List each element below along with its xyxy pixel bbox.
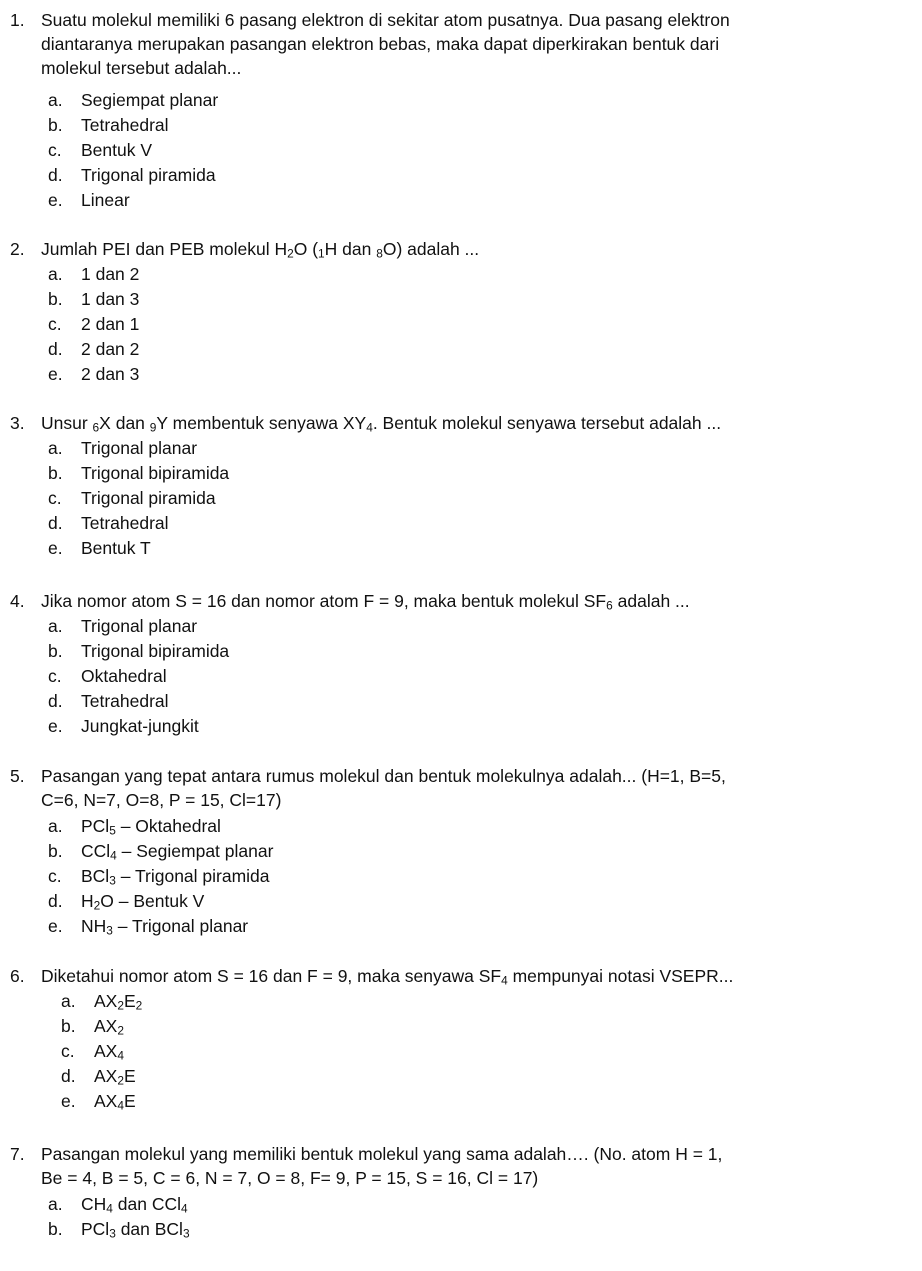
question-text: Jumlah PEI dan PEB molekul $H_2O$ ($_1H$ dan $_8$O) adalah ... xyxy=(41,239,480,261)
option-c[interactable]: c. Bentuk V xyxy=(48,140,153,160)
option-b[interactable]: b. CCl$_4$ – Segiempat planar xyxy=(48,841,274,863)
option-c[interactable]: c. BCl$_3$ – Trigonal piramida xyxy=(48,866,270,888)
option-e[interactable]: e. $AX_4E$ xyxy=(61,1091,136,1113)
option-a[interactable]: a. 1 dan 2 xyxy=(48,264,140,284)
option-b[interactable]: b. PCl$_3$ dan BCl$_3$ xyxy=(48,1219,190,1241)
option-d[interactable]: d. $H_2O$ – Bentuk V xyxy=(48,891,205,913)
option-e[interactable]: e. Jungkat-jungkit xyxy=(48,716,199,736)
option-e[interactable]: e. Bentuk T xyxy=(48,538,151,558)
option-e[interactable]: e. Linear xyxy=(48,190,130,210)
option-a[interactable]: a. Segiempat planar xyxy=(48,90,219,110)
question-number: 7. xyxy=(10,1144,25,1164)
question-text: Suatu molekul memiliki 6 pasang elektron di sekitar atom pusatnya. Dua pasang elektron diantaranya merupakan pasangan elektron bebas, maka dapat diperkirakan bentuk dari molekul tersebut adalah... xyxy=(41,10,730,78)
option-d[interactable]: d. $AX_2E$ xyxy=(61,1066,136,1088)
option-a[interactable]: a. $AX_2E_2$ xyxy=(61,991,143,1013)
option-c[interactable]: c. 2 dan 1 xyxy=(48,314,140,334)
question-text: Diketahui nomor atom S = 16 dan F = 9, maka senyawa $SF_4$ mempunyai notasi VSEPR... xyxy=(41,966,734,988)
question-number: 1. xyxy=(10,10,25,30)
option-d[interactable]: d. Trigonal piramida xyxy=(48,165,216,185)
question-text: Pasangan yang tepat antara rumus molekul dan bentuk molekulnya adalah... (H=1, B=5, C=6, N=7, O=8, P = 15, Cl=17) xyxy=(41,766,726,810)
question-text: Pasangan molekul yang memiliki bentuk molekul yang sama adalah…. (No. atom H = 1, Be = 4, B = 5, C = 6, N = 7, O = 8, F= 9, P = 15, S = 16, Cl = 17) xyxy=(41,1144,723,1188)
option-b[interactable]: b. 1 dan 3 xyxy=(48,289,140,309)
option-c[interactable]: c. Trigonal piramida xyxy=(48,488,216,508)
question-number: 5. xyxy=(10,766,25,786)
option-c[interactable]: c. $AX_4$ xyxy=(61,1041,124,1063)
option-a[interactable]: a. Trigonal planar xyxy=(48,438,198,458)
option-b[interactable]: b. $AX_2$ xyxy=(61,1016,124,1038)
question-number: 4. xyxy=(10,591,25,611)
option-b[interactable]: b. Trigonal bipiramida xyxy=(48,463,230,483)
option-a[interactable]: a. $CH_4$ dan CCl$_4$ xyxy=(48,1194,188,1216)
question-text: Jika nomor atom S = 16 dan nomor atom F = 9, maka bentuk molekul $SF_6$ adalah ... xyxy=(41,591,690,613)
option-e[interactable]: e. $NH_3$ – Trigonal planar xyxy=(48,916,249,938)
option-a[interactable]: a. PCl$_5$ – Oktahedral xyxy=(48,816,221,838)
option-e[interactable]: e. 2 dan 3 xyxy=(48,364,140,384)
option-d[interactable]: d. Tetrahedral xyxy=(48,513,169,533)
question-text: Unsur $_6$X dan $_9$Y membentuk senyawa $XY_4$. Bentuk molekul senyawa tersebut adalah ... xyxy=(41,413,722,435)
option-a[interactable]: a. Trigonal planar xyxy=(48,616,198,636)
question-number: 2. xyxy=(10,239,25,259)
option-b[interactable]: b. Trigonal bipiramida xyxy=(48,641,230,661)
option-c[interactable]: c. Oktahedral xyxy=(48,666,167,686)
option-d[interactable]: d. 2 dan 2 xyxy=(48,339,140,359)
question-number: 6. xyxy=(10,966,25,986)
option-b[interactable]: b. Tetrahedral xyxy=(48,115,169,135)
question-number: 3. xyxy=(10,413,25,433)
option-d[interactable]: d. Tetrahedral xyxy=(48,691,169,711)
